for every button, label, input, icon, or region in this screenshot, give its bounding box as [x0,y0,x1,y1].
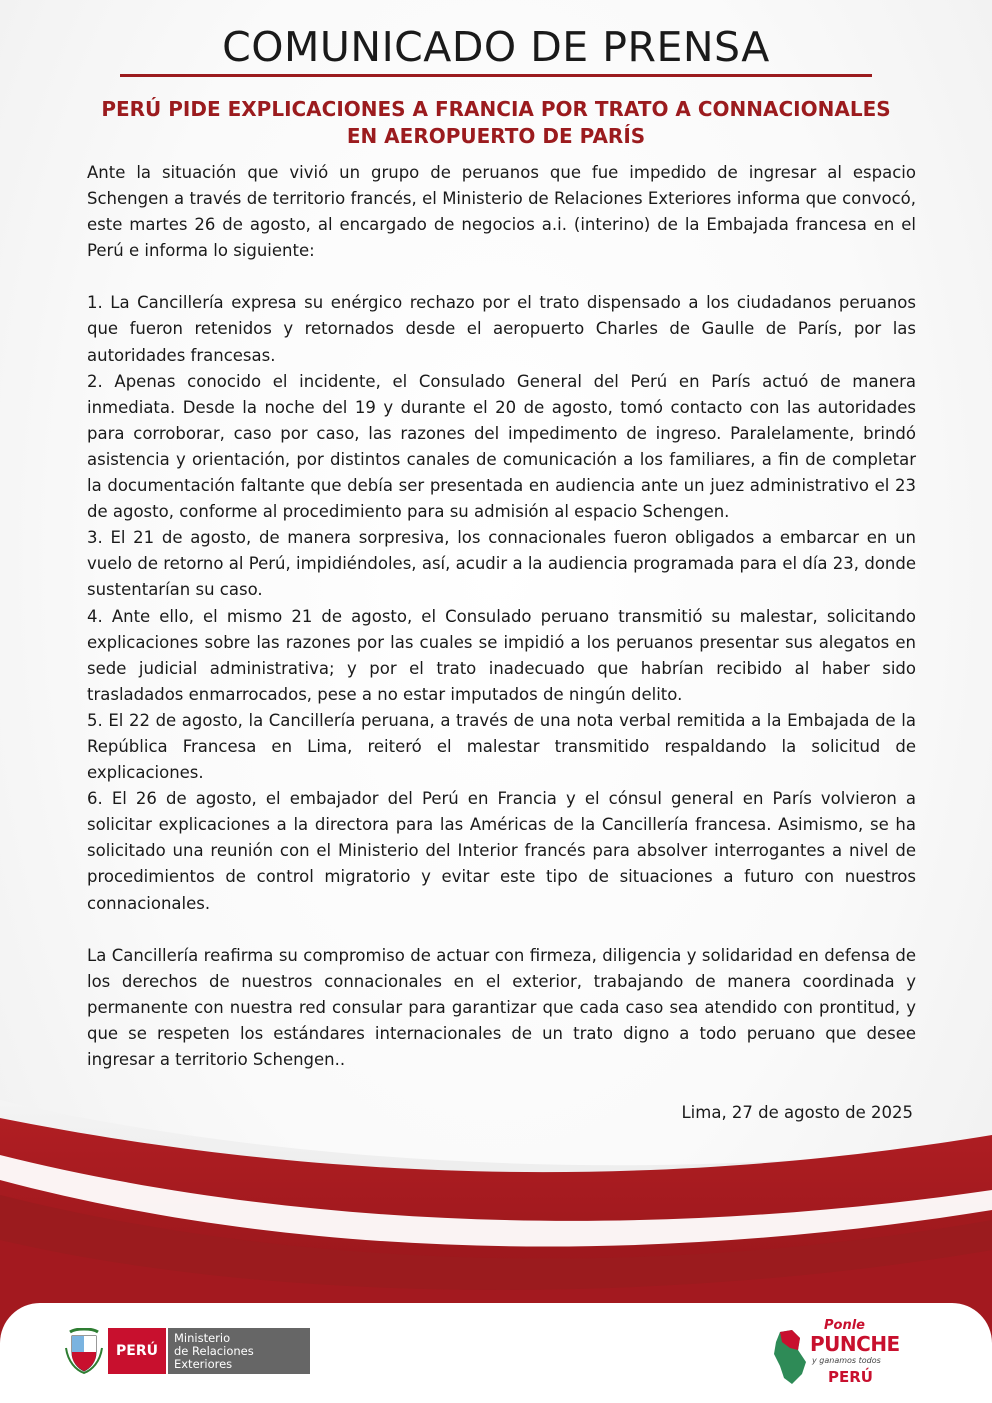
campaign-punche: PUNCHE [810,1332,900,1356]
closing-paragraph: La Cancillería reafirma su compromiso de actuar con firmeza, diligencia y solidaridad en defensa de los derechos de nuestros connacionales en el exterior, trabajando de manera coordinada y permanente con nuestra red consular para garantizar que cada caso sea atendido con prontitud, y que se respeten los estándares internacionales de un trato digno a todo peruano que desee ingresar a territorio Schengen.. [87,945,916,1069]
campaign-ponle: Ponle [824,1318,865,1333]
intro-paragraph: Ante la situación que vivió un grupo de peruanos que fue impedido de ingresar al espacio Schengen a través de territorio francés, el Ministerio de Relaciones Exteriores informa que convocó, este martes 26 de agosto, al encargado de negocios a.i. (interino) de la Embajada francesa en el Perú e informa lo siguiente: [87,163,916,261]
ministry-name [168,1328,310,1374]
paragraph-gap [87,264,916,290]
ministry-line-1: Ministerio [173,1330,231,1345]
campaign-tagline: y ganamos todos [812,1356,881,1365]
campaign-peru: PERÚ [828,1368,873,1386]
ministry-logo [64,1328,310,1374]
title-divider [120,74,872,77]
point-2: 2. Apenas conocido el incidente, el Consulado General del Perú en París actuó de manera inmediata. Desde la noche del 19 y durante el 20 de agosto, tomó contacto con las autoridades para corroborar, caso por caso, las razones del impedimento de ingreso. Paralelamente, brindó asistencia y orientación, por distintos canales de comunicación a los familiares, a fin de completar la documentación faltante que debía ser presentada en audiencia ante un juez administrativo el 23 de agosto, conforme al procedimiento para su admisión al espacio Schengen. [87,371,916,522]
headline-line-1: PERÚ PIDE EXPLICACIONES A FRANCIA POR TRATO A CONNACIONALES [101,97,891,121]
headline [40,96,952,150]
peru-coat-of-arms-icon [64,1328,104,1374]
peru-label: PERÚ [108,1328,168,1374]
paragraph-gap [87,917,916,943]
point-1: 1. La Cancillería expresa su enérgico rechazo por el trato dispensado a los ciudadanos peruanos que fueron retenidos y retornados desde el aeropuerto Charles de Gaulle de París, por las autoridades francesas. [87,293,916,365]
press-body [87,160,916,1073]
point-6: 6. El 26 de agosto, el embajador del Perú en Francia y el cónsul general en París volvieron a solicitar explicaciones a la directora para las Américas de la Cancillería francesa. Asimismo, se ha solicitado una reunión con el Ministerio del Interior francés para absolver interrogantes a nivel de procedimientos de control migratorio y evitar este tipo de situaciones a futuro con nuestros connacionales. [87,789,916,913]
point-5: 5. El 22 de agosto, la Cancillería peruana, a través de una nota verbal remitida a la Embajada de la República Francesa en Lima, reiteró el malestar transmitido respaldando la solicitud de explicaciones. [87,710,916,783]
peru-map-icon [770,1328,810,1388]
point-3: 3. El 21 de agosto, de manera sorpresiva, los connacionales fueron obligados a embarcar en un vuelo de retorno al Perú, impidiéndoles, así, acudir a la audiencia programada para el día 23, donde sustentarían su caso. [87,528,916,600]
date-line: Lima, 27 de agosto de 2025 [681,1103,913,1122]
ministry-line-2: de Relaciones Exteriores [173,1343,254,1371]
headline-line-2: EN AEROPUERTO DE PARÍS [346,124,646,148]
campaign-logo [770,1318,900,1394]
point-4: 4. Ante ello, el mismo 21 de agosto, el Consulado peruano transmitió su malestar, solicitando explicaciones sobre las razones por las cuales se impidió a los peruanos presentar sus alegatos en sede judicial administrativa; y por el trato inadecuado que habrían recibido al haber sido trasladados enmarrocados, pese a no estar imputados de ningún delito. [87,606,916,704]
page-title: COMUNICADO DE PRENSA [222,23,770,71]
